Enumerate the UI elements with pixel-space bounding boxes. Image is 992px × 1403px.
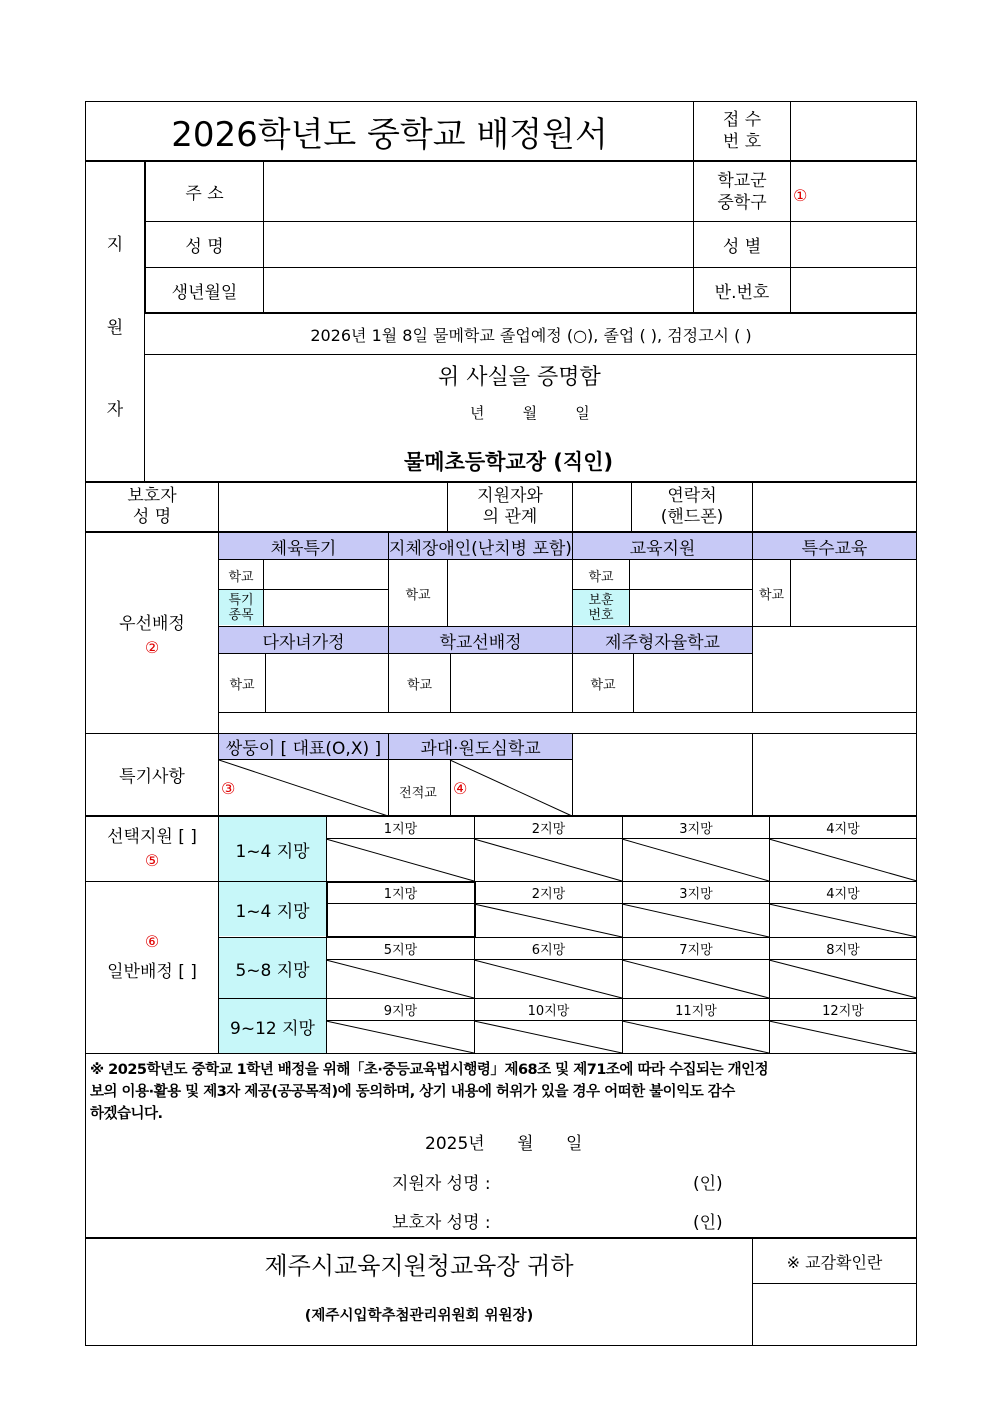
supervisor-check-label: ※ 교감확인란 bbox=[786, 1253, 883, 1272]
header-disability: 지체장애인(난치병 포함) bbox=[389, 533, 572, 560]
veteran-number-label: 보훈 번호 bbox=[573, 590, 629, 625]
name-field[interactable] bbox=[264, 222, 693, 267]
general-rank-12: 12지망 bbox=[822, 1004, 864, 1019]
disability-school-label: 학교 bbox=[405, 587, 431, 603]
header-overcrowded: 과대·원도심학교 bbox=[389, 734, 572, 760]
receipt-number-label: 접 수 번 호 bbox=[722, 110, 762, 152]
multi-child-school-label: 학교 bbox=[229, 678, 255, 693]
overcrowded-field[interactable] bbox=[451, 760, 572, 815]
consent-line-1: ※ 2025학년도 중학교 1학년 배정을 위해「초·중등교육법시행령」제68조 및 제71조에 따라 수집되는 개인정 bbox=[90, 1062, 769, 1078]
marker-5: ⑤ bbox=[144, 851, 160, 870]
general-range-2: 5~8 지망 bbox=[219, 938, 326, 998]
header-education-support: 교육지원 bbox=[573, 533, 752, 560]
sports-event-label: 특기 종목 bbox=[219, 590, 263, 625]
marker-3: ③ bbox=[221, 779, 236, 798]
choice-rank-4: 4지망 bbox=[826, 822, 860, 837]
general-rank-2: 2지망 bbox=[531, 887, 566, 902]
header-special-education: 특수교육 bbox=[753, 533, 916, 560]
general-rank-6: 6지망 bbox=[531, 943, 566, 958]
receipt-number-field[interactable] bbox=[791, 102, 916, 160]
applicant-seal: (인) bbox=[693, 1174, 723, 1194]
special-ed-school-label: 학교 bbox=[758, 587, 785, 603]
general-rank-4: 4지망 bbox=[826, 887, 860, 902]
consent-line-3: 하겠습니다. bbox=[90, 1106, 163, 1122]
guardian-name-label: 보호자 성 명 bbox=[127, 486, 177, 527]
addressee: 제주시교육지원청교육장 귀하 bbox=[264, 1251, 574, 1280]
choice-rank-1: 1지망 bbox=[383, 822, 418, 837]
name-label: 성 명 bbox=[185, 237, 224, 257]
general-field-8[interactable] bbox=[770, 960, 916, 997]
choice-field-1[interactable] bbox=[327, 839, 474, 880]
marker-1: ① bbox=[793, 186, 808, 205]
header-school-pre-assign: 학교선배정 bbox=[389, 627, 572, 654]
general-rank-9: 9지망 bbox=[383, 1004, 418, 1019]
choice-label: 선택지원 [ ] ⑤ bbox=[86, 817, 218, 881]
applicant-sign-label: 지원자 성명 : bbox=[392, 1174, 491, 1194]
support-school-field[interactable] bbox=[630, 561, 752, 589]
general-rank-11: 11지망 bbox=[675, 1004, 717, 1019]
disability-school-field[interactable] bbox=[448, 561, 572, 625]
autonomous-school-label: 학교 bbox=[590, 678, 616, 693]
general-field-6[interactable] bbox=[475, 960, 622, 997]
choice-rank-2: 2지망 bbox=[531, 822, 566, 837]
general-rank-5: 5지망 bbox=[383, 943, 418, 958]
choice-field-4[interactable] bbox=[770, 839, 916, 880]
certify-date: 년 월 일 bbox=[470, 404, 590, 422]
birth-label: 생년월일 bbox=[171, 282, 238, 303]
class-number-field[interactable] bbox=[791, 268, 916, 312]
class-number-label: 반.번호 bbox=[714, 282, 770, 303]
contact-field[interactable] bbox=[753, 483, 916, 531]
support-school-label: 학교 bbox=[588, 569, 614, 585]
gender-field[interactable] bbox=[791, 222, 916, 267]
principal-seal: 물메초등학교장 (직인) bbox=[404, 450, 614, 474]
sports-school-field[interactable] bbox=[264, 561, 388, 589]
header-sports: 체육특기 bbox=[219, 533, 388, 560]
general-field-2[interactable] bbox=[475, 904, 622, 936]
general-rank-7: 7지망 bbox=[679, 943, 713, 958]
marker-2: ② bbox=[144, 638, 160, 657]
graduation-status: 2026년 1월 8일 물메학교 졸업예정 (○), 졸업 ( ), 검정고시 ( ) bbox=[310, 325, 752, 345]
school-district-label: 학교군 중학구 bbox=[717, 170, 767, 213]
committee-note: (제주시입학추첨관리위원회 위원장) bbox=[304, 1307, 534, 1324]
guardian-name-field[interactable] bbox=[219, 483, 447, 531]
general-field-7[interactable] bbox=[623, 960, 769, 997]
general-rank-1: 1지망 bbox=[383, 887, 418, 902]
relation-field[interactable] bbox=[573, 483, 631, 531]
applicant-side-label: 지 원 자 bbox=[106, 235, 124, 420]
general-field-4[interactable] bbox=[770, 904, 916, 936]
supervisor-check-field[interactable] bbox=[753, 1284, 916, 1345]
autonomous-school-field[interactable] bbox=[634, 655, 752, 712]
general-field-12[interactable] bbox=[770, 1021, 916, 1052]
pre-assign-school-label: 학교 bbox=[406, 678, 433, 693]
general-rank-8: 8지망 bbox=[826, 943, 860, 958]
general-field-9[interactable] bbox=[327, 1021, 474, 1052]
choice-field-3[interactable] bbox=[623, 839, 769, 880]
priority-label: 우선배정 ② bbox=[86, 606, 218, 666]
general-rank-3: 3지망 bbox=[679, 887, 713, 902]
choice-range: 1~4 지망 bbox=[219, 817, 326, 881]
veteran-number-field[interactable] bbox=[630, 590, 752, 625]
transfer-school-label: 전적교 bbox=[399, 785, 437, 801]
sports-school-label: 학교 bbox=[228, 569, 254, 585]
relation-label: 지원자와 의 관계 bbox=[477, 486, 543, 527]
consent-line-2: 보의 이용·활용 및 제3자 제공(공공목적)에 동의하며, 상기 내용에 허위가 있을 경우 어떠한 불이익도 감수 bbox=[90, 1084, 735, 1100]
birth-field[interactable] bbox=[264, 268, 693, 312]
address-label: 주 소 bbox=[185, 184, 224, 204]
choice-rank-3: 3지망 bbox=[679, 822, 713, 837]
special-ed-school-field[interactable] bbox=[791, 561, 916, 625]
header-twin: 쌍둥이 [ 대표(O,X) ] bbox=[219, 734, 388, 760]
marker-6: ⑥ bbox=[144, 932, 160, 951]
general-range-3: 9~12 지망 bbox=[219, 999, 326, 1053]
certify-text: 위 사실을 증명함 bbox=[438, 365, 601, 390]
general-rank-10: 10지망 bbox=[527, 1004, 570, 1019]
multi-child-school-field[interactable] bbox=[266, 655, 388, 712]
general-field-3[interactable] bbox=[623, 904, 769, 936]
twin-field[interactable] bbox=[219, 760, 388, 815]
general-field-10[interactable] bbox=[475, 1021, 622, 1052]
special-notes-label: 특기사항 bbox=[119, 767, 185, 787]
consent-date: 2025년 월 일 bbox=[425, 1134, 583, 1154]
header-jeju-autonomous: 제주형자율학교 bbox=[573, 627, 752, 654]
general-field-1[interactable] bbox=[326, 881, 476, 938]
gender-label: 성 별 bbox=[722, 237, 762, 257]
page-title: 2026학년도 중학교 배정원서 bbox=[171, 114, 608, 155]
choice-field-2[interactable] bbox=[475, 839, 622, 880]
general-field-11[interactable] bbox=[623, 1021, 769, 1052]
general-range-1: 1~4 지망 bbox=[219, 882, 326, 936]
address-field[interactable] bbox=[264, 162, 693, 221]
header-multi-child: 다자녀가정 bbox=[219, 627, 388, 654]
general-field-5[interactable] bbox=[327, 960, 474, 997]
sports-event-field[interactable] bbox=[264, 590, 388, 625]
guardian-seal: (인) bbox=[693, 1213, 723, 1233]
pre-assign-school-field[interactable] bbox=[451, 655, 572, 712]
contact-label: 연락처 (핸드폰) bbox=[660, 486, 724, 527]
marker-4: ④ bbox=[453, 779, 468, 798]
guardian-sign-label: 보호자 성명 : bbox=[392, 1213, 491, 1233]
general-label: ⑥ 일반배정 [ ] bbox=[86, 925, 218, 989]
